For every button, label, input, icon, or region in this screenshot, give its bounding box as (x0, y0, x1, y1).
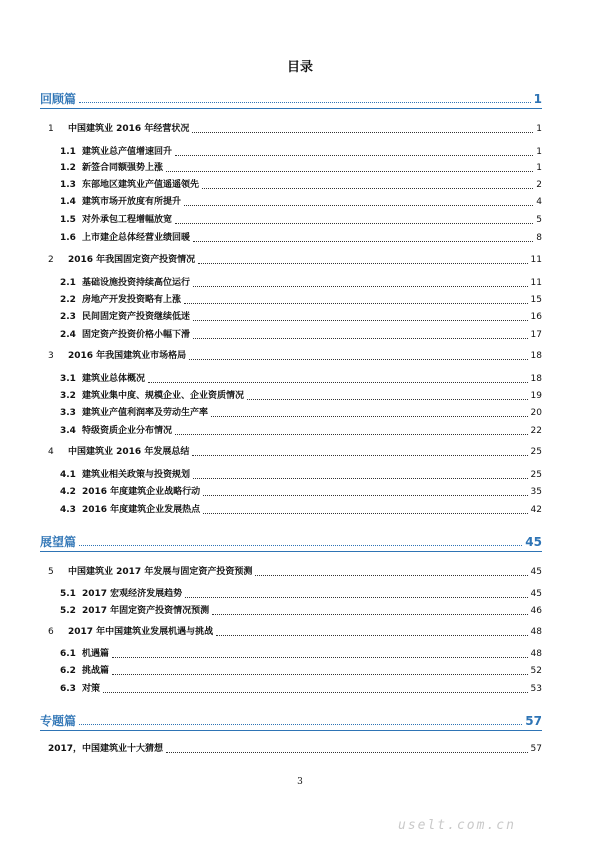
toc-number: 1.2 (60, 163, 76, 173)
toc-section-outlook[interactable] (40, 535, 542, 549)
toc-leader (247, 399, 528, 400)
toc-label: 民间固定资产投资继续低迷 (82, 312, 191, 322)
toc-chapter-2[interactable] (48, 255, 542, 266)
section-underline (40, 551, 542, 552)
toc-number: 6 (48, 627, 54, 637)
toc-entry-5-2[interactable] (60, 606, 542, 617)
toc-leader (212, 614, 527, 615)
toc-number: 6.1 (60, 649, 76, 659)
toc-chapter-6[interactable] (48, 627, 542, 638)
toc-leader (79, 724, 522, 725)
toc-number: 1.5 (60, 215, 76, 225)
toc-number: 3.3 (60, 408, 76, 418)
toc-entry-3-2[interactable] (60, 391, 542, 402)
toc-page: 18 (530, 374, 542, 384)
toc-number: 3.2 (60, 391, 76, 401)
toc-label: 固定资产投资价格小幅下滑 (82, 330, 191, 340)
toc-leader (184, 205, 533, 206)
toc-page: 1 (536, 124, 542, 134)
toc-entry-1-1[interactable] (60, 147, 542, 158)
toc-number: 3 (48, 351, 54, 361)
toc-leader (103, 692, 528, 693)
toc-leader (166, 171, 533, 172)
toc-leader (192, 132, 533, 133)
toc-label: 新签合同额强势上涨 (82, 163, 164, 173)
toc-page: 16 (530, 312, 542, 322)
toc-section-review[interactable] (40, 92, 542, 106)
toc-chapter-4[interactable] (48, 447, 542, 458)
toc-label: 机遇篇 (82, 649, 110, 659)
section-underline (40, 730, 542, 731)
section-underline (40, 108, 542, 109)
toc-entry-1-2[interactable] (60, 163, 542, 174)
toc-leader (203, 513, 527, 514)
page-title: 目录 (286, 60, 313, 75)
toc-page: 42 (530, 505, 542, 515)
toc-leader (112, 657, 528, 658)
toc-label: 东部地区建筑业产值遥遥领先 (82, 180, 200, 190)
toc-leader (211, 416, 528, 417)
toc-number: 1 (48, 124, 54, 134)
toc-leader (192, 455, 527, 456)
toc-number: 4.3 (60, 505, 76, 515)
toc-label: 2016 年度建筑企业战略行动 (82, 487, 201, 497)
toc-leader (184, 303, 528, 304)
toc-page: 25 (530, 447, 542, 457)
toc-page: 1 (536, 163, 542, 173)
toc-section-label: 展望篇 (40, 535, 77, 549)
toc-page: 8 (536, 233, 542, 243)
toc-leader (148, 382, 528, 383)
toc-entry-2-1[interactable] (60, 278, 542, 289)
toc-label: 2017 年固定资产投资情况预测 (82, 606, 210, 616)
toc-page: 20 (530, 408, 542, 418)
toc-number: 5 (48, 567, 54, 577)
toc-entry-2-3[interactable] (60, 312, 542, 323)
toc-leader (79, 545, 522, 546)
toc-section-label: 专题篇 (40, 714, 77, 728)
toc-number: 5.2 (60, 606, 76, 616)
toc-entry-1-4[interactable] (60, 197, 542, 208)
toc-page: 45 (525, 535, 542, 549)
toc-label: 2016 年我国固定资产投资情况 (68, 255, 196, 265)
toc-label: 2017，中国建筑业十大猜想 (48, 744, 164, 754)
toc-entry-5-1[interactable] (60, 589, 542, 600)
toc-label: 中国建筑业 2017 年发展与固定资产投资预测 (68, 567, 253, 577)
toc-leader (198, 263, 527, 264)
toc-entry-4-1[interactable] (60, 470, 542, 481)
toc-number: 1.3 (60, 180, 76, 190)
toc-page: 57 (525, 714, 542, 728)
toc-entry-special-1[interactable] (48, 744, 542, 755)
toc-label: 建筑业总产值增速回升 (82, 147, 173, 157)
toc-label: 建筑业产值利润率及劳动生产率 (82, 408, 209, 418)
toc-entry-2-2[interactable] (60, 295, 542, 306)
toc-page: 11 (530, 278, 542, 288)
toc-leader (203, 495, 527, 496)
toc-label: 特级资质企业分布情况 (82, 426, 173, 436)
toc-page: 2 (536, 180, 542, 190)
toc-number: 1.4 (60, 197, 76, 207)
toc-section-special[interactable] (40, 714, 542, 728)
toc-page: 18 (530, 351, 542, 361)
toc-page: 25 (530, 470, 542, 480)
toc-page: 22 (530, 426, 542, 436)
toc-leader (166, 752, 527, 753)
toc-page: 11 (530, 255, 542, 265)
toc-leader (202, 188, 533, 189)
toc-number: 2.4 (60, 330, 76, 340)
toc-number: 2 (48, 255, 54, 265)
toc-leader (255, 575, 527, 576)
toc-entry-6-1[interactable] (60, 649, 542, 660)
toc-label: 建筑市场开放度有所提升 (82, 197, 182, 207)
toc-leader (193, 478, 528, 479)
toc-entry-6-3[interactable] (60, 684, 542, 695)
toc-number: 4 (48, 447, 54, 457)
toc-page: 1 (536, 147, 542, 157)
toc-entry-4-2[interactable] (60, 487, 542, 498)
toc-number: 1.1 (60, 147, 76, 157)
toc-leader (79, 102, 531, 103)
toc-leader (175, 223, 533, 224)
toc-label: 2017 宏观经济发展趋势 (82, 589, 183, 599)
toc-label: 上市建企总体经营业绩回暖 (82, 233, 191, 243)
toc-leader (216, 635, 527, 636)
toc-number: 4.1 (60, 470, 76, 480)
toc-chapter-3[interactable] (48, 351, 542, 362)
toc-number: 2.3 (60, 312, 76, 322)
toc-chapter-1[interactable] (48, 124, 542, 135)
toc-label: 建筑业集中度、规模企业、企业资质情况 (82, 391, 245, 401)
toc-page: 5 (536, 215, 542, 225)
toc-page: 48 (530, 627, 542, 637)
toc-number: 2.2 (60, 295, 76, 305)
toc-label: 建筑业相关政策与投资规划 (82, 470, 191, 480)
toc-label: 对外承包工程增幅放宽 (82, 215, 173, 225)
toc-leader (112, 674, 528, 675)
toc-label: 对策 (82, 684, 101, 694)
toc-leader (193, 241, 533, 242)
toc-label: 建筑业总体概况 (82, 374, 146, 384)
toc-page: 19 (530, 391, 542, 401)
toc-leader (193, 320, 528, 321)
toc-page: 46 (530, 606, 542, 616)
toc-label: 中国建筑业 2016 年发展总结 (68, 447, 190, 457)
toc-entry-3-4[interactable] (60, 426, 542, 437)
toc-entry-1-3[interactable] (60, 180, 542, 191)
toc-entry-3-1[interactable] (60, 374, 542, 385)
toc-number: 3.4 (60, 426, 76, 436)
toc-leader (175, 434, 528, 435)
toc-leader (189, 359, 527, 360)
toc-entry-1-5[interactable] (60, 215, 542, 226)
toc-label: 挑战篇 (82, 666, 110, 676)
page-number: 3 (297, 777, 303, 787)
toc-entry-4-3[interactable] (60, 505, 542, 516)
toc-number: 5.1 (60, 589, 76, 599)
toc-label: 基础设施投资持续高位运行 (82, 278, 191, 288)
toc-page: 17 (530, 330, 542, 340)
toc-number: 6.3 (60, 684, 76, 694)
toc-label: 2017 年中国建筑业发展机遇与挑战 (68, 627, 214, 637)
toc-page: 4 (536, 197, 542, 207)
toc-page: 48 (530, 649, 542, 659)
toc-leader (185, 597, 527, 598)
toc-page: 45 (530, 567, 542, 577)
toc-entry-1-6[interactable] (60, 233, 542, 244)
toc-number: 4.2 (60, 487, 76, 497)
toc-label: 2016 年我国建筑业市场格局 (68, 351, 187, 361)
toc-number: 6.2 (60, 666, 76, 676)
toc-leader (193, 286, 528, 287)
toc-entry-2-4[interactable] (60, 330, 542, 341)
toc-leader (193, 338, 528, 339)
toc-label: 2016 年度建筑企业发展热点 (82, 505, 201, 515)
toc-entry-3-3[interactable] (60, 408, 542, 419)
toc-entry-6-2[interactable] (60, 666, 542, 677)
toc-section-label: 回顾篇 (40, 92, 77, 106)
toc-number: 1.6 (60, 233, 76, 243)
toc-number: 2.1 (60, 278, 76, 288)
toc-label: 中国建筑业 2016 年经营状况 (68, 124, 190, 134)
toc-page: 35 (530, 487, 542, 497)
toc-page: 53 (530, 684, 542, 694)
toc-page: 15 (530, 295, 542, 305)
toc-page: 52 (530, 666, 542, 676)
watermark: uselt.com.cn (398, 818, 516, 833)
toc-number: 3.1 (60, 374, 76, 384)
toc-chapter-5[interactable] (48, 567, 542, 578)
toc-page: 57 (530, 744, 542, 754)
toc-page: 45 (530, 589, 542, 599)
toc-label: 房地产开发投资略有上涨 (82, 295, 182, 305)
toc-page: 1 (533, 92, 542, 106)
toc-leader (175, 155, 533, 156)
